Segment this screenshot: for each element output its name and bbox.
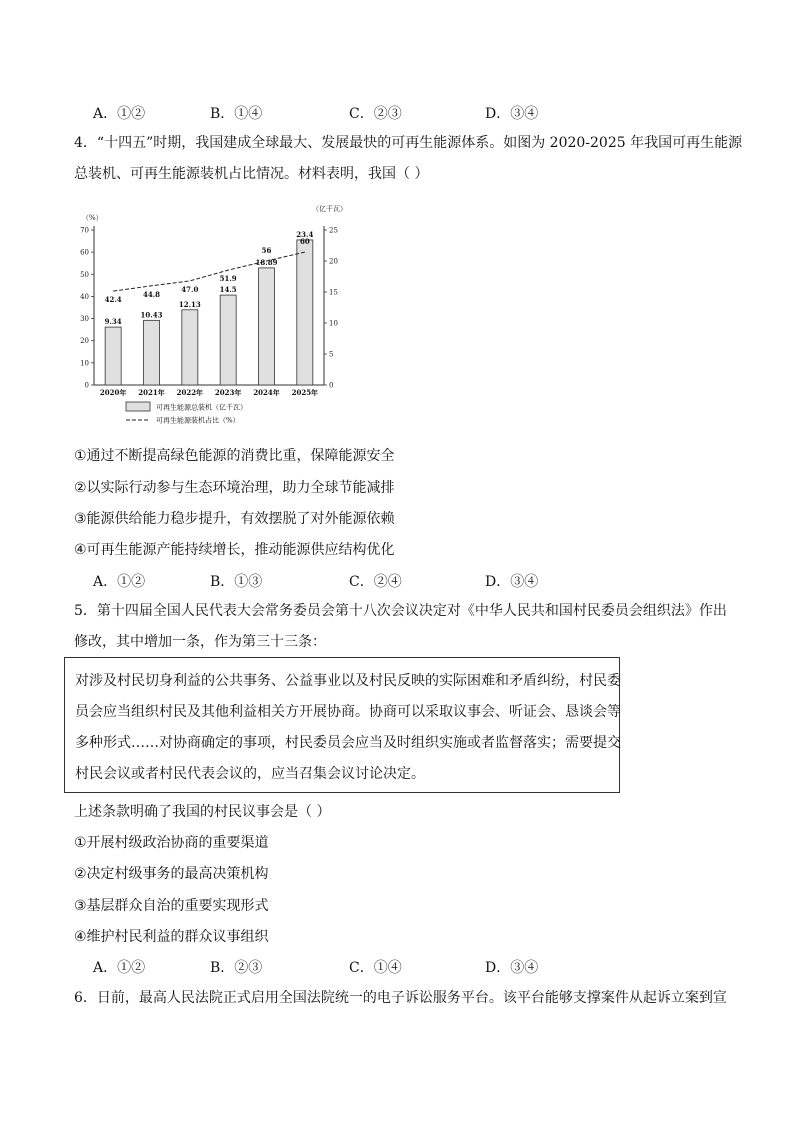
bar xyxy=(105,327,121,385)
left-tick-label: 0 xyxy=(84,381,89,390)
q3-options xyxy=(93,103,653,125)
x-tick-label: 2024年 xyxy=(253,388,280,397)
x-tick-label: 2022年 xyxy=(176,388,204,397)
bar-value-label: 9.34 xyxy=(104,317,122,327)
q4-option-d[interactable]: D．③④ xyxy=(485,574,539,590)
q5-stem xyxy=(74,596,727,658)
left-tick-label: 50 xyxy=(80,270,89,279)
q5-statement-3: ③基层群众自治的重要实现形式 xyxy=(74,898,269,914)
line-value-label: 51.9 xyxy=(219,274,237,284)
q5-statement-1: ①开展村级政治协商的重要渠道 xyxy=(74,835,269,851)
bar xyxy=(259,268,275,385)
q4-stem-line2: 总装机、可再生能源装机占比情况。材料表明，我国（ ） xyxy=(74,166,429,182)
q3-option-a[interactable]: A．①② xyxy=(93,106,146,122)
q4-option-c[interactable]: C．②④ xyxy=(349,574,402,590)
q5-option-c[interactable]: C．①④ xyxy=(349,960,402,976)
q5-statement-2: ②决定村级事务的最高决策机构 xyxy=(74,866,269,882)
x-tick-label: 2020年 xyxy=(99,388,127,397)
bar-value-label: 23.4 xyxy=(296,229,314,239)
left-tick-label: 30 xyxy=(80,315,89,324)
q4-option-a[interactable]: A．①② xyxy=(93,574,146,590)
q4-option-b[interactable]: B．①③ xyxy=(210,574,263,590)
right-axis-unit: （亿千瓦） xyxy=(312,205,347,213)
q4-options xyxy=(93,571,653,593)
q3-option-d[interactable]: D．③④ xyxy=(485,106,539,122)
q5-option-b[interactable]: B．②③ xyxy=(210,960,263,976)
left-tick-label: 20 xyxy=(80,337,89,346)
q5-stem-line2: 修改，其中增加一条，作为第三十三条： xyxy=(74,634,326,650)
bar xyxy=(297,240,313,385)
q5-option-d[interactable]: D．③④ xyxy=(485,960,539,976)
bar-value-label: 10.43 xyxy=(140,310,163,320)
q4-statement-2: ②以实际行动参与生态环境治理，助力全球节能减排 xyxy=(74,480,395,496)
bar xyxy=(144,320,160,385)
right-tick-label: 15 xyxy=(329,288,338,297)
right-tick-label: 20 xyxy=(329,257,338,266)
left-tick-label: 40 xyxy=(80,292,89,301)
legend-bar-label: 可再生能源总装机（亿千瓦） xyxy=(156,403,247,412)
q5-material-line1: 对涉及村民切身利益的公共事务、公益事业以及村民反映的实际困难和矛盾纠纷，村民委 xyxy=(75,673,621,689)
q6-stem xyxy=(74,983,727,1014)
left-tick-label: 10 xyxy=(80,359,89,368)
x-tick-label: 2023年 xyxy=(214,388,242,397)
right-tick-label: 0 xyxy=(329,381,334,390)
line-value-label: 44.8 xyxy=(142,289,161,299)
legend-bar-swatch xyxy=(126,402,150,411)
bar xyxy=(220,295,236,385)
x-tick-label: 2021年 xyxy=(138,388,165,397)
line-value-label: 56 xyxy=(261,246,272,255)
q5-material-line3: 多种形式……对协商确定的事项，村民委员会应当及时组织实施或者监督落实；需要提交 xyxy=(75,735,621,751)
bar-value-label: 12.13 xyxy=(178,299,201,309)
line-value-label: 42.4 xyxy=(104,295,122,305)
q6-stem-line1: 6．日前，最高人民法院正式启用全国法院统一的电子诉讼服务平台。该平台能够支撑案件从起诉立案到宣 xyxy=(74,990,727,1006)
q4-statement-1: ①通过不断提高绿色能源的消费比重，保障能源安全 xyxy=(74,448,395,464)
left-tick-label: 60 xyxy=(80,248,89,257)
renewable-energy-chart xyxy=(74,198,364,430)
q5-question: 上述条款明确了我国的村民议事会是（ ） xyxy=(74,804,331,820)
bar-value-label: 18.89 xyxy=(255,257,278,267)
left-tick-label: 70 xyxy=(80,226,89,235)
q4-statement-3: ③能源供给能力稳步提升，有效摆脱了对外能源依赖 xyxy=(74,511,395,527)
q4-stem xyxy=(74,128,743,190)
x-tick-label: 2025年 xyxy=(291,388,319,397)
q5-material-line4: 村民会议或者村民代表会议的，应当召集会议讨论决定。 xyxy=(75,766,425,782)
q5-material-box xyxy=(64,657,620,793)
q5-material-line2: 员会应当组织村民及其他利益相关方开展协商。协商可以采取议事会、听证会、恳谈会等 xyxy=(75,704,621,720)
bar xyxy=(182,310,198,385)
q3-option-b[interactable]: B．①④ xyxy=(210,106,263,122)
q5-option-a[interactable]: A．①② xyxy=(93,960,146,976)
right-tick-label: 10 xyxy=(329,319,338,328)
q5-stem-line1: 5．第十四届全国人民代表大会常务委员会第十八次会议决定对《中华人民共和国村民委员会组织法》作出 xyxy=(74,603,727,619)
q5-statement-4: ④维护村民利益的群众议事组织 xyxy=(74,929,269,945)
line-value-label: 47.0 xyxy=(181,284,199,294)
q4-stem-line1: 4．“十四五”时期，我国建成全球最大、发展最快的可再生能源体系。如图为 2020-2025 年我国可再生能源 xyxy=(74,135,743,151)
q5-options xyxy=(93,957,653,979)
right-tick-label: 5 xyxy=(329,350,334,359)
q3-option-c[interactable]: C．②③ xyxy=(349,106,402,122)
right-tick-label: 25 xyxy=(329,226,338,235)
line-value-label: 60 xyxy=(299,237,310,247)
left-axis-unit: （%） xyxy=(82,214,103,222)
bar-value-label: 14.5 xyxy=(219,285,237,295)
q4-statement-4: ④可再生能源产能持续增长，推动能源供应结构优化 xyxy=(74,542,395,558)
legend-line-label: 可再生能源装机占比（%） xyxy=(156,416,240,425)
